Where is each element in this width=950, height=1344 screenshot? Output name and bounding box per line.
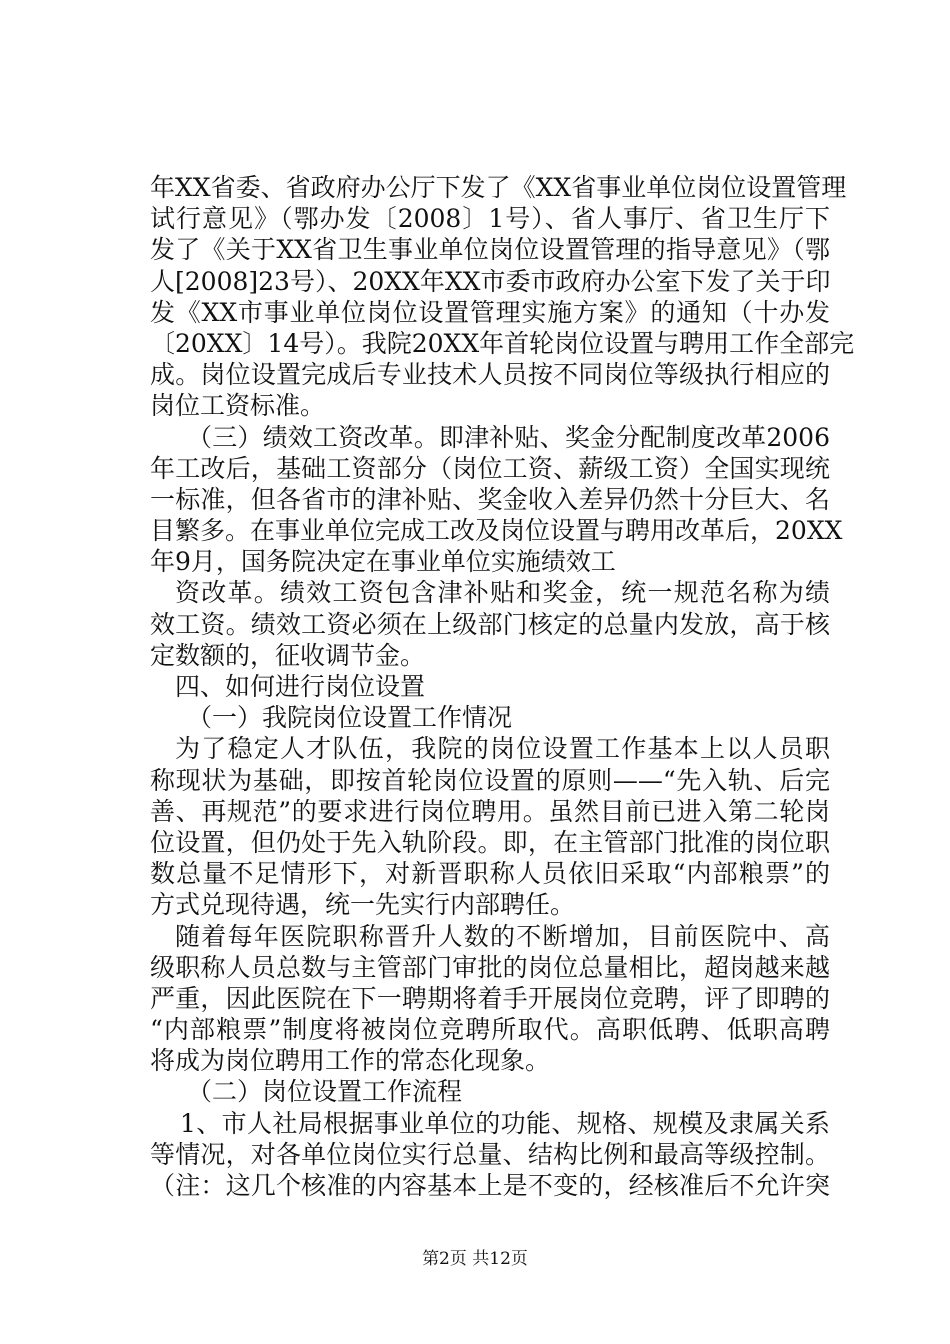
text-line: （注：这几个核准的内容基本上是不变的，经核准后不允许突 bbox=[150, 1171, 830, 1200]
text-line: 定数额的，征收调节金。 bbox=[150, 640, 426, 670]
text-line: “内部粮票”制度将被岗位竞聘所取代。高职低聘、低职高聘 bbox=[150, 1015, 830, 1045]
text-line: 年9月，国务院决定在事业单位实施绩效工 bbox=[150, 547, 616, 577]
text-line: 数总量不足情形下，对新晋职称人员依旧采取“内部粮票”的 bbox=[150, 859, 830, 889]
text-line: 称现状为基础，即按首轮岗位设置的原则——“先入轨、后完 bbox=[150, 765, 830, 795]
text-line: 目繁多。在事业单位完成工改及岗位设置与聘用改革后，20XX bbox=[150, 516, 843, 546]
text-line: 善、再规范”的要求进行岗位聘用。虽然目前已进入第二轮岗 bbox=[150, 796, 830, 826]
section-heading-three: （三）绩效工资改革。即津补贴、奖金分配制度改革2006 bbox=[187, 422, 830, 452]
text-line: 方式兑现待遇，统一先实行内部聘任。 bbox=[150, 890, 576, 920]
subsection-heading-two: （二）岗位设置工作流程 bbox=[187, 1077, 463, 1107]
text-line: 岗位工资标准。 bbox=[150, 391, 326, 421]
section-heading-four: 四、如何进行岗位设置 bbox=[175, 672, 426, 701]
document-body bbox=[150, 172, 855, 1201]
text-line: 资改革。绩效工资包含津补贴和奖金，统一规范名称为绩 bbox=[175, 578, 830, 608]
text-line: 一标准，但各省市的津补贴、奖金收入差异仍然十分巨大、名 bbox=[150, 484, 830, 514]
text-line: 效工资。绩效工资必须在上级部门核定的总量内发放，高于核 bbox=[150, 609, 830, 639]
text-line: 发了《关于XX省卫生事业单位岗位设置管理的指导意见》（鄂 bbox=[150, 235, 830, 265]
subsection-heading-one: （一）我院岗位设置工作情况 bbox=[187, 703, 513, 733]
paragraph-start: 1、市人社局根据事业单位的功能、规格、规模及隶属关系 bbox=[180, 1108, 830, 1138]
text-line: 等情况，对各单位岗位实行总量、结构比例和最高等级控制。 bbox=[150, 1139, 830, 1169]
text-line: 级职称人员总数与主管部门审批的岗位总量相比，超岗越来越 bbox=[150, 952, 830, 982]
text-line: 人[2008]23号）、20XX年XX市委市政府办公室下发了关于印 bbox=[150, 266, 831, 296]
text-line: 年工改后，基础工资部分（岗位工资、薪级工资）全国实现统 bbox=[150, 453, 830, 483]
paragraph-start: 为了稳定人才队伍，我院的岗位设置工作基本上以人员职 bbox=[175, 734, 830, 764]
paragraph-start: 随着每年医院职称晋升人数的不断增加，目前医院中、高 bbox=[175, 921, 830, 951]
text-line: 〔20XX〕14号）。我院20XX年首轮岗位设置与聘用工作全部完 bbox=[150, 328, 855, 358]
text-line: 成。岗位设置完成后专业技术人员按不同岗位等级执行相应的 bbox=[150, 360, 830, 390]
page-number-footer: 第2页 共12页 bbox=[422, 1249, 528, 1269]
text-line: 年XX省委、省政府办公厅下发了《XX省事业单位岗位设置管理 bbox=[150, 173, 847, 202]
text-line: 发《XX市事业单位岗位设置管理实施方案》的通知（十办发 bbox=[150, 297, 830, 327]
text-line: 将成为岗位聘用工作的常态化现象。 bbox=[150, 1046, 551, 1076]
text-line: 位设置，但仍处于先入轨阶段。即，在主管部门批准的岗位职 bbox=[150, 827, 830, 857]
text-line: 严重，因此医院在下一聘期将着手开展岗位竞聘，评了即聘的 bbox=[150, 983, 830, 1013]
text-line: 试行意见》（鄂办发〔2008〕1号）、省人事厅、省卫生厅下 bbox=[150, 204, 830, 234]
